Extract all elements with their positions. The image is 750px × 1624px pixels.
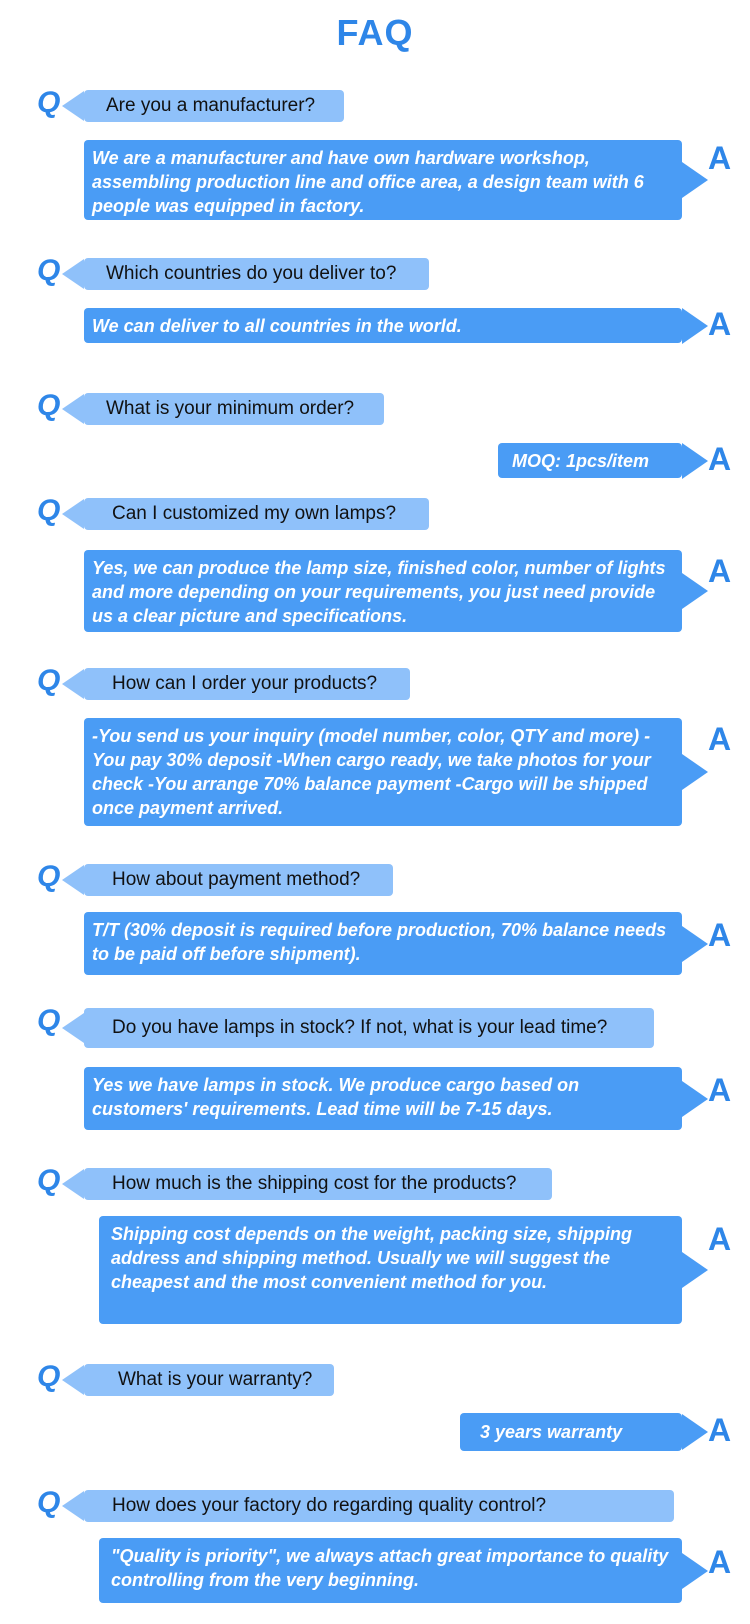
faq-answer: -You send us your inquiry (model number, color, QTY and more) -You pay 30% deposit -When cargo ready, we take photos for your check -You arrange 70% balance payment -Cargo will be shipped once payment arrived. [84,718,682,826]
q-icon: Q [37,664,61,697]
q-icon: Q [37,1164,61,1197]
faq-question: Can I customized my own lamps? [84,498,429,530]
page-title: FAQ [336,12,414,53]
faq-answer: Yes we have lamps in stock. We produce cargo based on customers' requirements. Lead time will be 7-15 days. [84,1067,682,1130]
a-icon: A [708,140,732,176]
faq-answer: Shipping cost depends on the weight, packing size, shipping address and shipping method. Usually we will suggest the cheapest and the most convenient method for you. [99,1216,682,1324]
a-icon: A [708,1221,732,1257]
faq-question: How does your factory do regarding quality control? [84,1490,674,1522]
faq-question: How can I order your products? [84,668,410,700]
faq-answer: 3 years warranty [460,1413,682,1451]
q-icon: Q [37,494,61,527]
faq-question: How about payment method? [84,864,393,896]
faq-question: Do you have lamps in stock? If not, what is your lead time? [84,1008,654,1048]
faq-answer: We are a manufacturer and have own hardware workshop, assembling production line and office area, a design team with 6 people was equipped in factory. [84,140,682,220]
q-icon: Q [37,254,61,287]
faq-question: How much is the shipping cost for the products? [84,1168,552,1200]
faq-answer: MOQ: 1pcs/item [498,443,682,478]
q-icon: Q [37,86,61,119]
q-icon: Q [37,860,61,893]
faq-answer: "Quality is priority", we always attach great importance to quality controlling from the very beginning. [99,1538,682,1603]
q-icon: Q [37,389,61,422]
a-icon: A [708,1544,732,1580]
a-icon: A [708,553,732,589]
q-icon: Q [37,1486,61,1519]
faq-question: Are you a manufacturer? [84,90,344,122]
a-icon: A [708,441,732,477]
q-icon: Q [37,1360,61,1393]
q-icon: Q [37,1004,61,1037]
a-icon: A [708,721,732,757]
faq-answer: We can deliver to all countries in the world. [84,308,682,343]
a-icon: A [708,1412,732,1448]
a-icon: A [708,306,732,342]
faq-answer: Yes, we can produce the lamp size, finished color, number of lights and more depending on your requirements, you just need provide us a clear picture and specifications. [84,550,682,632]
faq-question: Which countries do you deliver to? [84,258,429,290]
faq-answer: T/T (30% deposit is required before production, 70% balance needs to be paid off before shipment). [84,912,682,975]
faq-question: What is your warranty? [84,1364,334,1396]
a-icon: A [708,1072,732,1108]
faq-question: What is your minimum order? [84,393,384,425]
a-icon: A [708,917,732,953]
